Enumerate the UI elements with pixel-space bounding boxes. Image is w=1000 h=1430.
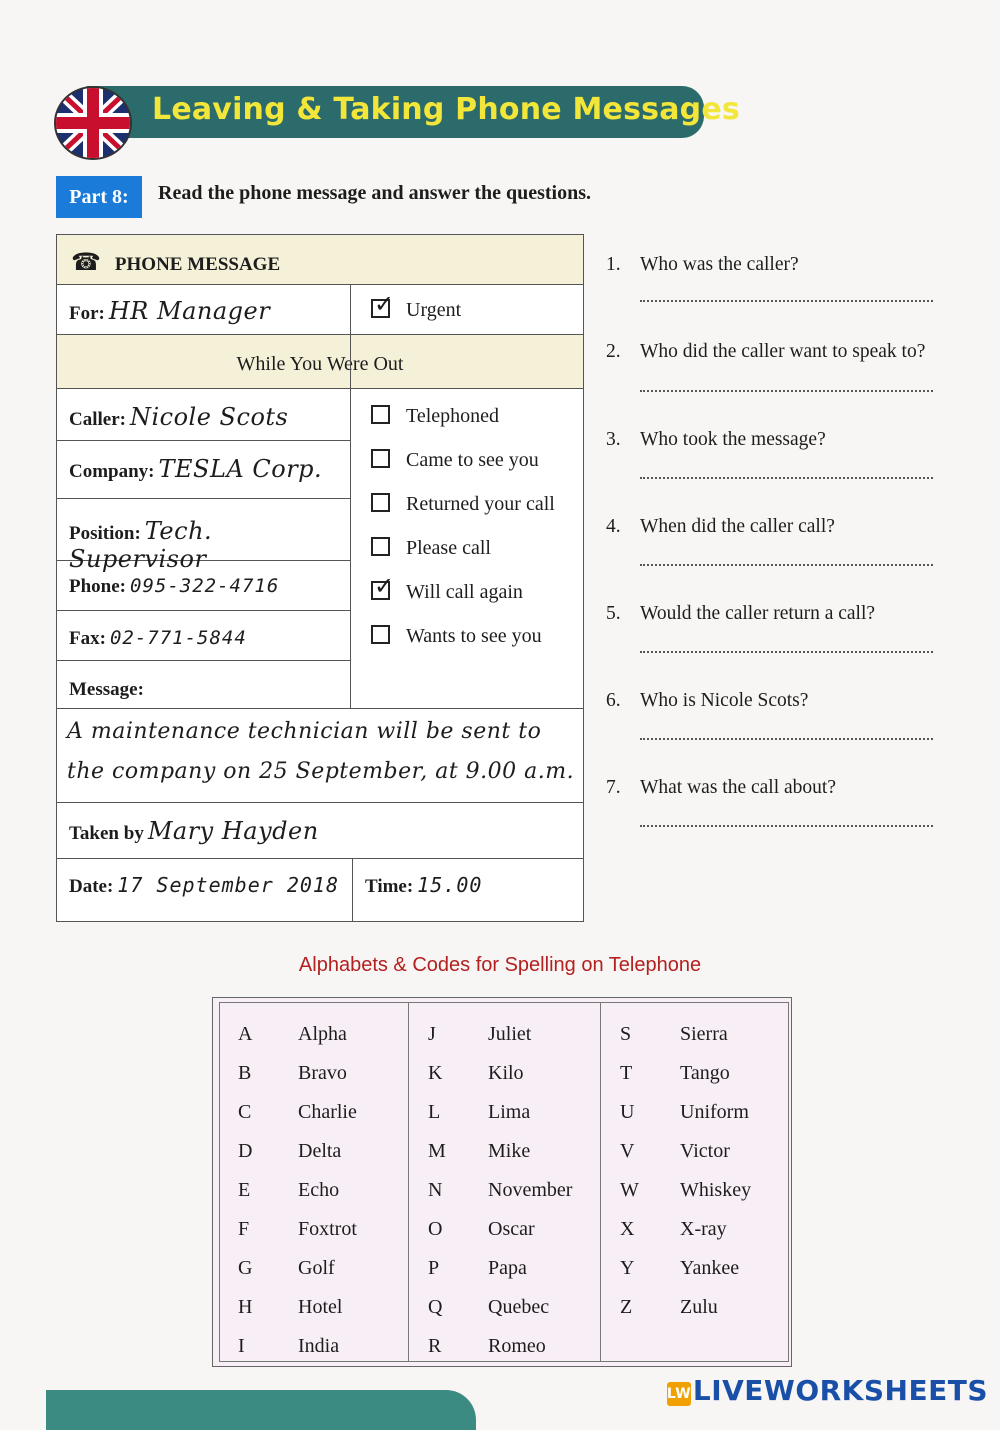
option-wants-to-see-you[interactable]: Wants to see you — [371, 625, 542, 648]
alphabet-code-word: Uniform — [680, 1101, 749, 1123]
alphabet-code-word: Alpha — [298, 1023, 347, 1045]
wants-to-see-you-checkbox[interactable] — [371, 625, 390, 644]
alphabet-letter: K — [428, 1062, 443, 1084]
for-value[interactable]: HR Manager — [108, 297, 271, 325]
alphabet-letter: N — [428, 1179, 443, 1201]
alphabet-code-word: Whiskey — [680, 1179, 752, 1201]
alphabet-letter: A — [238, 1023, 253, 1045]
time-value[interactable]: 15.00 — [417, 873, 483, 897]
alphabet-code-word: India — [298, 1335, 340, 1357]
alphabet-code-word: Echo — [298, 1179, 340, 1201]
option-will-call-again[interactable]: ✓ Will call again — [371, 581, 523, 604]
taken-by-label: Taken by — [69, 823, 144, 844]
message-label: Message: — [69, 679, 144, 700]
part-tag: Part 8: — [56, 176, 142, 218]
alphabet-letter: E — [238, 1179, 251, 1201]
date-label: Date: — [69, 876, 114, 897]
telephone-icon: ☎ — [71, 248, 101, 276]
phone-message-form — [56, 234, 584, 922]
company-label: Company: — [69, 461, 155, 482]
urgent-label: Urgent — [406, 299, 462, 321]
alphabet-code-word: X-ray — [680, 1218, 727, 1240]
alphabet-column-divider — [408, 1003, 409, 1361]
alphabet-code-word: Delta — [298, 1140, 342, 1162]
while-you-were-out: While You Were Out — [236, 353, 404, 375]
message-line-1[interactable]: A maintenance technician will be sent to — [67, 719, 542, 744]
alphabet-letter: C — [238, 1101, 252, 1123]
phone-label: Phone: — [69, 576, 126, 597]
time-label: Time: — [365, 876, 414, 897]
please-call-checkbox[interactable] — [371, 537, 390, 556]
question-7: 7. What was the call about? — [606, 777, 836, 798]
alphabet-letter: Q — [428, 1296, 443, 1318]
alphabet-letter: R — [428, 1335, 442, 1357]
alphabet-code-word: Lima — [488, 1101, 531, 1123]
alphabet-code-word: Bravo — [298, 1062, 347, 1084]
answer-2[interactable] — [640, 390, 933, 392]
taken-by-row — [57, 803, 583, 859]
uk-flag-icon — [54, 86, 132, 160]
alphabet-code-word: Charlie — [298, 1101, 357, 1123]
brand-name: LIVEWORKSHEETS — [692, 1374, 988, 1407]
message-body-row — [57, 709, 583, 803]
alphabet-code-word: Mike — [488, 1140, 531, 1162]
page-title: Leaving & Taking Phone Messages — [152, 92, 740, 127]
alphabet-code-word: Quebec — [488, 1296, 550, 1318]
question-1: 1. Who was the caller? — [606, 254, 799, 275]
alphabet-code-word: Foxtrot — [298, 1218, 357, 1240]
for-row — [57, 285, 583, 335]
for-label: For: — [69, 303, 105, 324]
option-returned-your-call[interactable]: Returned your call — [371, 493, 555, 516]
answer-6[interactable] — [640, 738, 933, 740]
answer-7[interactable] — [640, 825, 933, 827]
part-instruction: Read the phone message and answer the questions. — [158, 182, 592, 204]
caller-row — [57, 389, 351, 441]
liveworksheets-logo — [667, 1374, 988, 1407]
alphabet-letter: L — [428, 1101, 441, 1123]
brand-logo-icon: LW — [667, 1382, 691, 1406]
alphabet-letter: Y — [620, 1257, 635, 1279]
taken-by-value[interactable]: Mary Hayden — [147, 817, 319, 845]
question-4: 4. When did the caller call? — [606, 516, 835, 537]
option-came-to-see-you[interactable]: Came to see you — [371, 449, 539, 472]
alphabet-code-word: Golf — [298, 1257, 335, 1279]
message-line-2[interactable]: the company on 25 September, at 9.00 a.m. — [67, 759, 575, 784]
alphabet-code-word: Kilo — [488, 1062, 524, 1084]
form-heading: PHONE MESSAGE — [114, 254, 281, 275]
alphabet-letter: H — [238, 1296, 253, 1318]
alphabet-letter: T — [620, 1062, 633, 1084]
alphabet-letter: Z — [620, 1296, 633, 1318]
alphabet-letter: S — [620, 1023, 632, 1045]
answer-4[interactable] — [640, 564, 933, 566]
subheading-row — [57, 335, 583, 389]
telephoned-checkbox[interactable] — [371, 405, 390, 424]
question-2: 2. Who did the caller want to speak to? — [606, 341, 926, 362]
caller-label: Caller: — [69, 409, 126, 430]
alphabet-letter: I — [238, 1335, 245, 1357]
alphabet-code-word: Zulu — [680, 1296, 718, 1318]
alphabet-code-word: Sierra — [680, 1023, 728, 1045]
option-please-call[interactable]: Please call — [371, 537, 491, 560]
footer-bar — [46, 1390, 476, 1430]
answer-1[interactable] — [640, 300, 933, 302]
alphabet-title: Alphabets & Codes for Spelling on Telephone — [298, 954, 702, 976]
alphabet-letter: P — [428, 1257, 440, 1279]
phone-value[interactable]: 095-322-4716 — [130, 575, 280, 597]
alphabet-letter: B — [238, 1062, 252, 1084]
returned-call-checkbox[interactable] — [371, 493, 390, 512]
question-5: 5. Would the caller return a call? — [606, 603, 876, 624]
alphabet-letter: O — [428, 1218, 443, 1240]
position-label: Position: — [69, 523, 141, 544]
alphabet-letter: M — [428, 1140, 446, 1162]
alphabet-code-word: Hotel — [298, 1296, 343, 1318]
answer-3[interactable] — [640, 477, 933, 479]
form-divider — [350, 285, 351, 709]
alphabet-letter: X — [620, 1218, 635, 1240]
fax-label: Fax: — [69, 628, 106, 649]
will-call-again-checkbox[interactable]: ✓ — [371, 581, 390, 600]
alphabet-letter: V — [620, 1140, 635, 1162]
came-to-see-you-checkbox[interactable] — [371, 449, 390, 468]
fax-row — [57, 611, 351, 661]
alphabet-code-word: Victor — [680, 1140, 730, 1162]
alphabet-code-word: Juliet — [488, 1023, 532, 1045]
alphabet-letter: U — [620, 1101, 635, 1123]
alphabet-letter: W — [620, 1179, 639, 1201]
alphabet-letter: J — [428, 1023, 436, 1045]
alphabet-letter: D — [238, 1140, 253, 1162]
message-label-row — [57, 661, 583, 709]
fax-value[interactable]: 02-771-5844 — [109, 627, 247, 649]
alphabet-code-word: Yankee — [680, 1257, 740, 1279]
alphabet-code-word: Papa — [488, 1257, 527, 1279]
question-3: 3. Who took the message? — [606, 429, 826, 450]
question-6: 6. Who is Nicole Scots? — [606, 690, 809, 711]
alphabet-column-divider — [600, 1003, 601, 1361]
alphabet-code-word: Oscar — [488, 1218, 535, 1240]
alphabet-code-word: Tango — [680, 1062, 730, 1084]
option-telephoned[interactable]: Telephoned — [371, 405, 499, 428]
alphabet-letter: F — [238, 1218, 250, 1240]
alphabet-table — [212, 997, 792, 1367]
position-row — [57, 499, 351, 573]
position-value[interactable]: Tech. Supervisor — [69, 517, 213, 573]
alphabet-letter: G — [238, 1257, 253, 1279]
urgent-checkbox[interactable]: ✓ — [371, 299, 390, 318]
phone-row — [57, 561, 351, 611]
company-value[interactable]: TESLA Corp. — [158, 455, 323, 483]
form-heading-row — [57, 235, 583, 285]
alphabet-code-word: Romeo — [488, 1335, 546, 1357]
caller-value[interactable]: Nicole Scots — [129, 403, 289, 431]
alphabet-code-word: November — [488, 1179, 573, 1201]
date-time-divider — [352, 859, 353, 921]
answer-5[interactable] — [640, 651, 933, 653]
date-value[interactable]: 17 September 2018 — [117, 873, 340, 897]
company-row — [57, 441, 351, 499]
